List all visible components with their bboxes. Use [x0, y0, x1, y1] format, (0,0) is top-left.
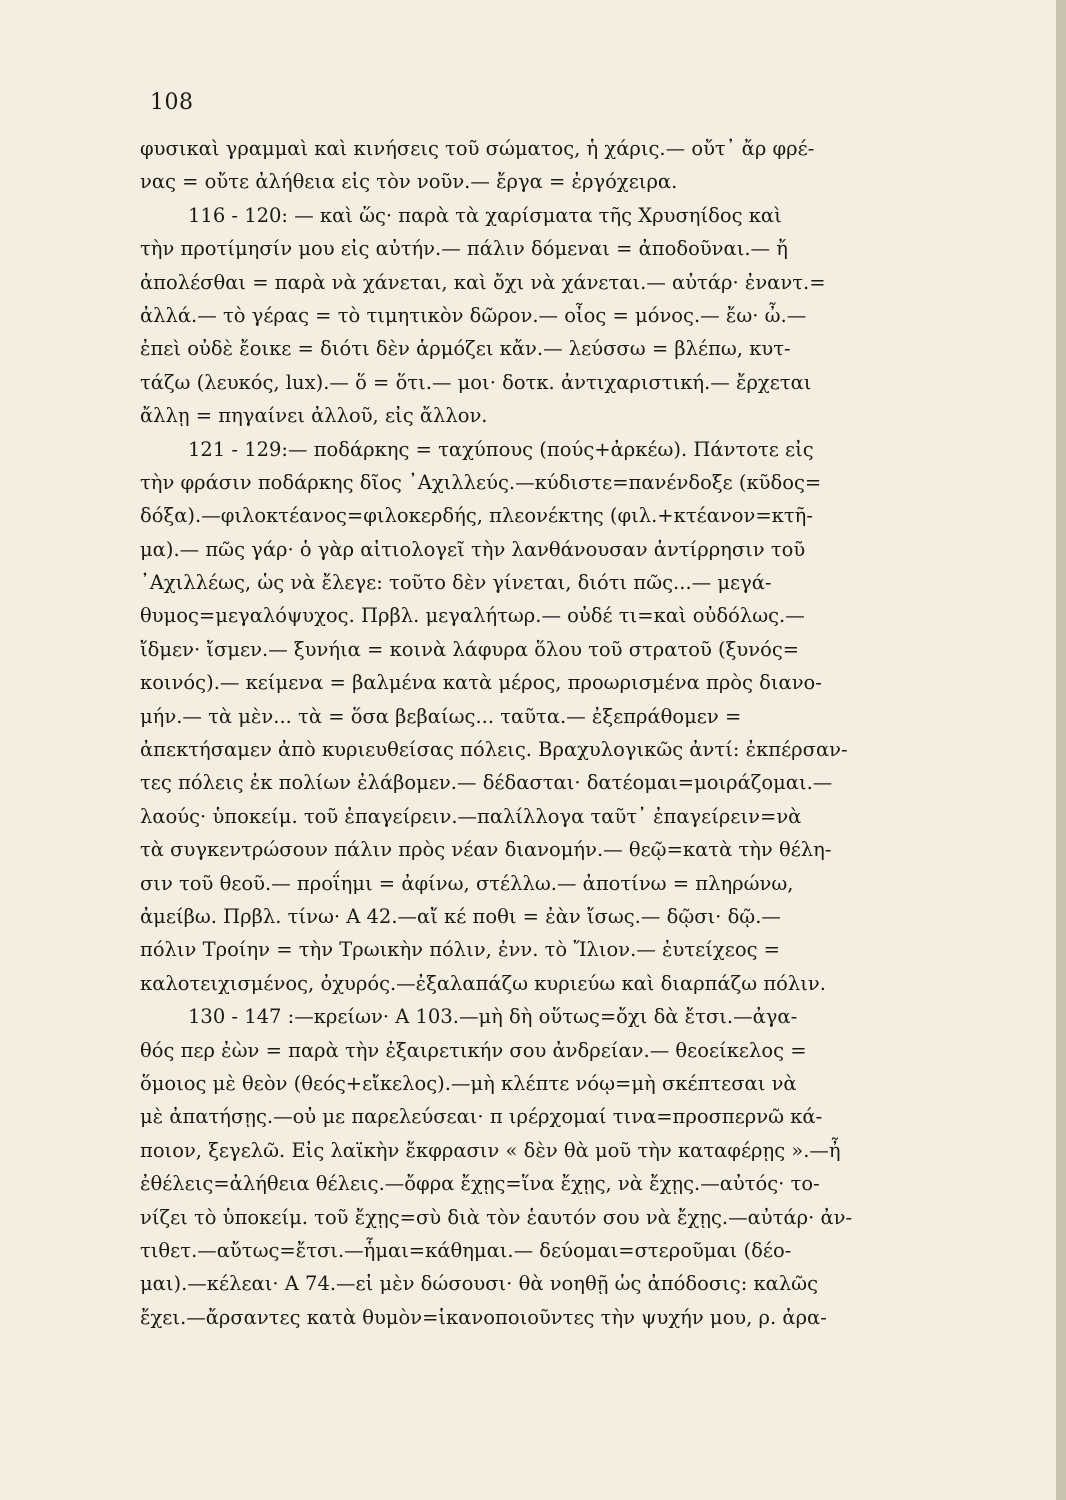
- text-line: νας = οὔτε ἀλήθεια εἰς τὸν νοῦν.— ἔργα = ἐργόχειρα.: [140, 170, 678, 194]
- text-line: τάζω (λευκός, lux).— ὅ = ὅτι.— μοι· δοτκ. ἀντιχαριστική.— ἔρχεται: [140, 370, 812, 394]
- text-line: μα).— πῶς γάρ· ὁ γὰρ αἰτιολογεῖ τὴν λανθάνουσαν ἀντίρρησιν τοῦ: [140, 537, 806, 561]
- text-line: φυσικαὶ γραμμαὶ καὶ κινήσεις τοῦ σώματος, ἡ χάρις.— οὔτ᾽ ἄρ φρέ-: [140, 137, 815, 160]
- text-line: ᾿Αχιλλέως, ὡς νὰ ἔλεγε: τοῦτο δὲν γίνεται, διότι πῶς...— μεγά-: [140, 571, 772, 595]
- text-line: ἀπολέσθαι = παρὰ νὰ χάνεται, καὶ ὄχι νὰ χάνεται.— αὐτάρ· ἐναντ.=: [140, 270, 826, 294]
- text-line: ἄλλῃ = πηγαίνει ἀλλοῦ, εἰς ἄλλον.: [140, 404, 488, 428]
- text-body: [140, 132, 1008, 1334]
- text-line: τὴν φράσιν ποδάρκης δῖος ᾿Αχιλλεύς.—κύδιστε=πανένδοξε (κῦδος=: [140, 470, 822, 494]
- text-line: ἀλλά.— τὸ γέρας = τὸ τιμητικὸν δῶρον.— οἶος = μόνος.— ἔω· ὦ.—: [140, 303, 807, 327]
- text-line: ἴδμεν· ἴσμεν.— ξυνήια = κοινὰ λάφυρα ὅλου τοῦ στρατοῦ (ξυνός=: [140, 637, 800, 661]
- text-line: ἐπεὶ οὐδὲ ἔοικε = διότι δὲν ἁρμόζει κἄν.— λεύσσω = βλέπω, κυτ-: [140, 337, 791, 361]
- text-line: ἀμείβω. Πρβλ. τίνω· Α 42.—αἴ κέ ποθι = ἐὰν ἴσως.— δῷσι· δῷ.—: [140, 904, 781, 928]
- text-line: 130 - 147 :—κρείων· Α 103.—μὴ δὴ οὕτως=ὄχι δὰ ἔτσι.—ἀγα-: [188, 1005, 798, 1029]
- text-line: 121 - 129:— ποδάρκης = ταχύπους (πούς+ἀρκέω). Πάντοτε εἰς: [188, 437, 814, 461]
- text-line: τὰ συγκεντρώσουν πάλιν πρὸς νέαν διανομήν.— θεῷ=κατὰ τὴν θέλη-: [140, 838, 832, 862]
- text-line: ἀπεκτήσαμεν ἀπὸ κυριευθείσας πόλεις. Βραχυλογικῶς ἀντί: ἐκπέρσαν-: [140, 738, 848, 762]
- text-line: θός περ ἐὼν = παρὰ τὴν ἐξαιρετικήν σου ἀνδρείαν.— θεοείκελος =: [140, 1038, 807, 1062]
- text-line: μήν.— τὰ μὲν... τὰ = ὅσα βεβαίως... ταῦτα.— ἐξεπράθομεν =: [140, 704, 742, 728]
- text-line: τες πόλεις ἐκ πολίων ἐλάβομεν.— δέδασται· δατέομαι=μοιράζομαι.—: [140, 771, 833, 795]
- text-line: νίζει τὸ ὑποκείμ. τοῦ ἔχῃς=σὺ διὰ τὸν ἑαυτόν σου νὰ ἔχῃς.—αὐτάρ· ἀν-: [140, 1205, 853, 1229]
- text-line: ποιον, ξεγελῶ. Εἰς λαϊκὴν ἔκφρασιν « δὲν θὰ μοῦ τὴν καταφέρῃς ».—ἦ: [140, 1138, 841, 1162]
- text-line: τιθετ.—αὔτως=ἔτσι.—ἧμαι=κάθημαι.— δεύομαι=στεροῦμαι (δέο-: [140, 1238, 792, 1262]
- page-number: 108: [150, 90, 194, 115]
- text-line: 116 - 120: — καὶ ὥς· παρὰ τὰ χαρίσματα τῆς Χρυσηίδος καὶ: [188, 203, 782, 227]
- text-line: καλοτειχισμένος, ὀχυρός.—ἐξαλαπάζω κυριεύω καὶ διαρπάζω πόλιν.: [140, 971, 826, 995]
- text-line: ὅμοιος μὲ θεὸν (θεός+εἴκελος).—μὴ κλέπτε νόῳ=μὴ σκέπτεσαι νὰ: [140, 1071, 797, 1095]
- text-line: σιν τοῦ θεοῦ.— προΐημι = ἀφίνω, στέλλω.— ἀποτίνω = πληρώνω,: [140, 871, 794, 895]
- text-line: μαι).—κέλεαι· Α 74.—εἰ μὲν δώσουσι· θὰ νοηθῇ ὡς ἀπόδοσις: καλῶς: [140, 1272, 818, 1296]
- text-line: θυμος=μεγαλόψυχος. Πρβλ. μεγαλήτωρ.— οὐδέ τι=καὶ οὐδόλως.—: [140, 604, 805, 628]
- text-line: λαούς· ὑποκείμ. τοῦ ἐπαγείρειν.—παλίλλογα ταῦτ᾽ ἐπαγείρειν=νὰ: [140, 804, 802, 828]
- text-line: μὲ ἀπατήσῃς.—οὐ με παρελεύσεαι· π ιρέρχομαί τινα=προσπερνῶ κά-: [140, 1105, 823, 1129]
- text-line: ἐθέλεις=ἀλήθεια θέλεις.—ὄφρα ἔχῃς=ἵνα ἔχῃς, νὰ ἔχῃς.—αὐτός· το-: [140, 1172, 820, 1196]
- text-line: δόξα).—φιλοκτέανος=φιλοκερδής, πλεονέκτης (φιλ.+κτέανον=κτῆ-: [140, 504, 813, 528]
- text-line: τὴν προτίμησίν μου εἰς αὐτήν.— πάλιν δόμεναι = ἀποδοῦναι.— ἤ: [140, 237, 788, 261]
- text-line: κοινός).— κείμενα = βαλμένα κατὰ μέρος, προωρισμένα πρὸς διανο-: [140, 671, 822, 695]
- text-line: ἔχει.—ἄρσαντες κατὰ θυμὸν=ἱκανοποιοῦντες τὴν ψυχήν μου, ρ. ἀρα-: [140, 1305, 827, 1329]
- text-line: πόλιν Τροίην = τὴν Τρωικὴν πόλιν, ἐνν. τὸ Ἴλιον.— ἐυτείχεος =: [140, 938, 781, 962]
